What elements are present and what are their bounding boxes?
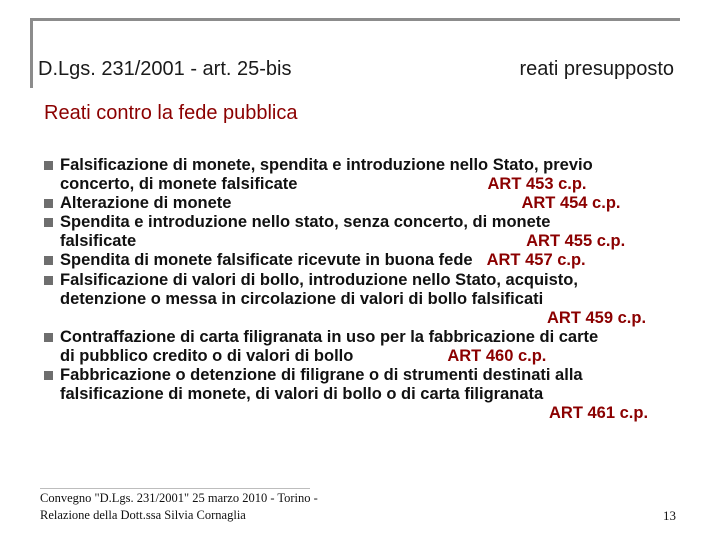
item-art-row [60, 309, 694, 328]
list-item [44, 194, 694, 213]
article-reference: ART 461 c.p. [549, 404, 649, 423]
item-text: falsificate [60, 232, 137, 251]
item-text-row [60, 194, 694, 213]
item-text-continued [60, 347, 694, 366]
article-reference: ART 455 c.p. [526, 232, 626, 251]
article-reference: ART 460 c.p. [447, 346, 547, 365]
item-text: di pubblico credito o di valori di bollo [60, 346, 354, 365]
item-text: falsificazione di monete, di valori di bollo o di carta filigranata [60, 385, 544, 404]
list-item [44, 213, 694, 251]
frame-vertical-line [30, 18, 33, 88]
slide-topic: reati presupposto [519, 58, 674, 80]
item-text-row [60, 251, 694, 270]
article-reference: ART 459 c.p. [547, 308, 647, 327]
square-bullet-icon [44, 371, 53, 380]
item-art-row [60, 404, 694, 423]
item-text: Contraffazione di carta filigranata in uso per la fabbricazione di carte [60, 327, 599, 346]
item-text: Spendita e introduzione nello stato, senza concerto, di monete [60, 213, 551, 232]
page-number: 13 [663, 508, 676, 523]
square-bullet-icon [44, 199, 53, 208]
square-bullet-icon [44, 218, 53, 227]
frame-horizontal-line [30, 18, 680, 21]
item-text: Alterazione di monete [60, 194, 232, 213]
item-text-continued [60, 232, 694, 251]
square-bullet-icon [44, 161, 53, 170]
square-bullet-icon [44, 256, 53, 265]
article-reference: ART 454 c.p. [521, 194, 621, 213]
item-text: Falsificazione di valori di bollo, introduzione nello Stato, acquisto, [60, 270, 578, 289]
list-item [44, 251, 694, 270]
item-text-continued [60, 175, 694, 194]
list-item [44, 328, 694, 366]
offence-list [44, 156, 694, 423]
item-text: Fabbricazione o detenzione di filigrane o di strumenti destinati alla [60, 366, 583, 385]
footer-divider [40, 488, 310, 489]
article-reference: ART 457 c.p. [486, 251, 586, 270]
list-item [44, 156, 694, 194]
item-text: Falsificazione di monete, spendita e introduzione nello Stato, previo [60, 156, 593, 174]
item-text: concerto, di monete falsificate [60, 175, 298, 194]
slide-title: D.Lgs. 231/2001 - art. 25-bis [38, 58, 292, 80]
footer-credits [40, 490, 318, 524]
list-item [44, 366, 694, 423]
square-bullet-icon [44, 276, 53, 285]
footer-event: Convegno "D.Lgs. 231/2001" 25 marzo 2010 - Torino - [40, 491, 318, 505]
item-text: detenzione o messa in circolazione di valori di bollo falsificati [60, 289, 544, 308]
square-bullet-icon [44, 333, 53, 342]
footer-speaker: Relazione della Dott.ssa Silvia Cornaglia [40, 508, 246, 522]
article-reference: ART 453 c.p. [487, 175, 587, 194]
section-heading: Reati contro la fede pubblica [44, 102, 298, 124]
list-item [44, 271, 694, 328]
item-text: Spendita di monete falsificate ricevute in buona fede [60, 251, 473, 270]
